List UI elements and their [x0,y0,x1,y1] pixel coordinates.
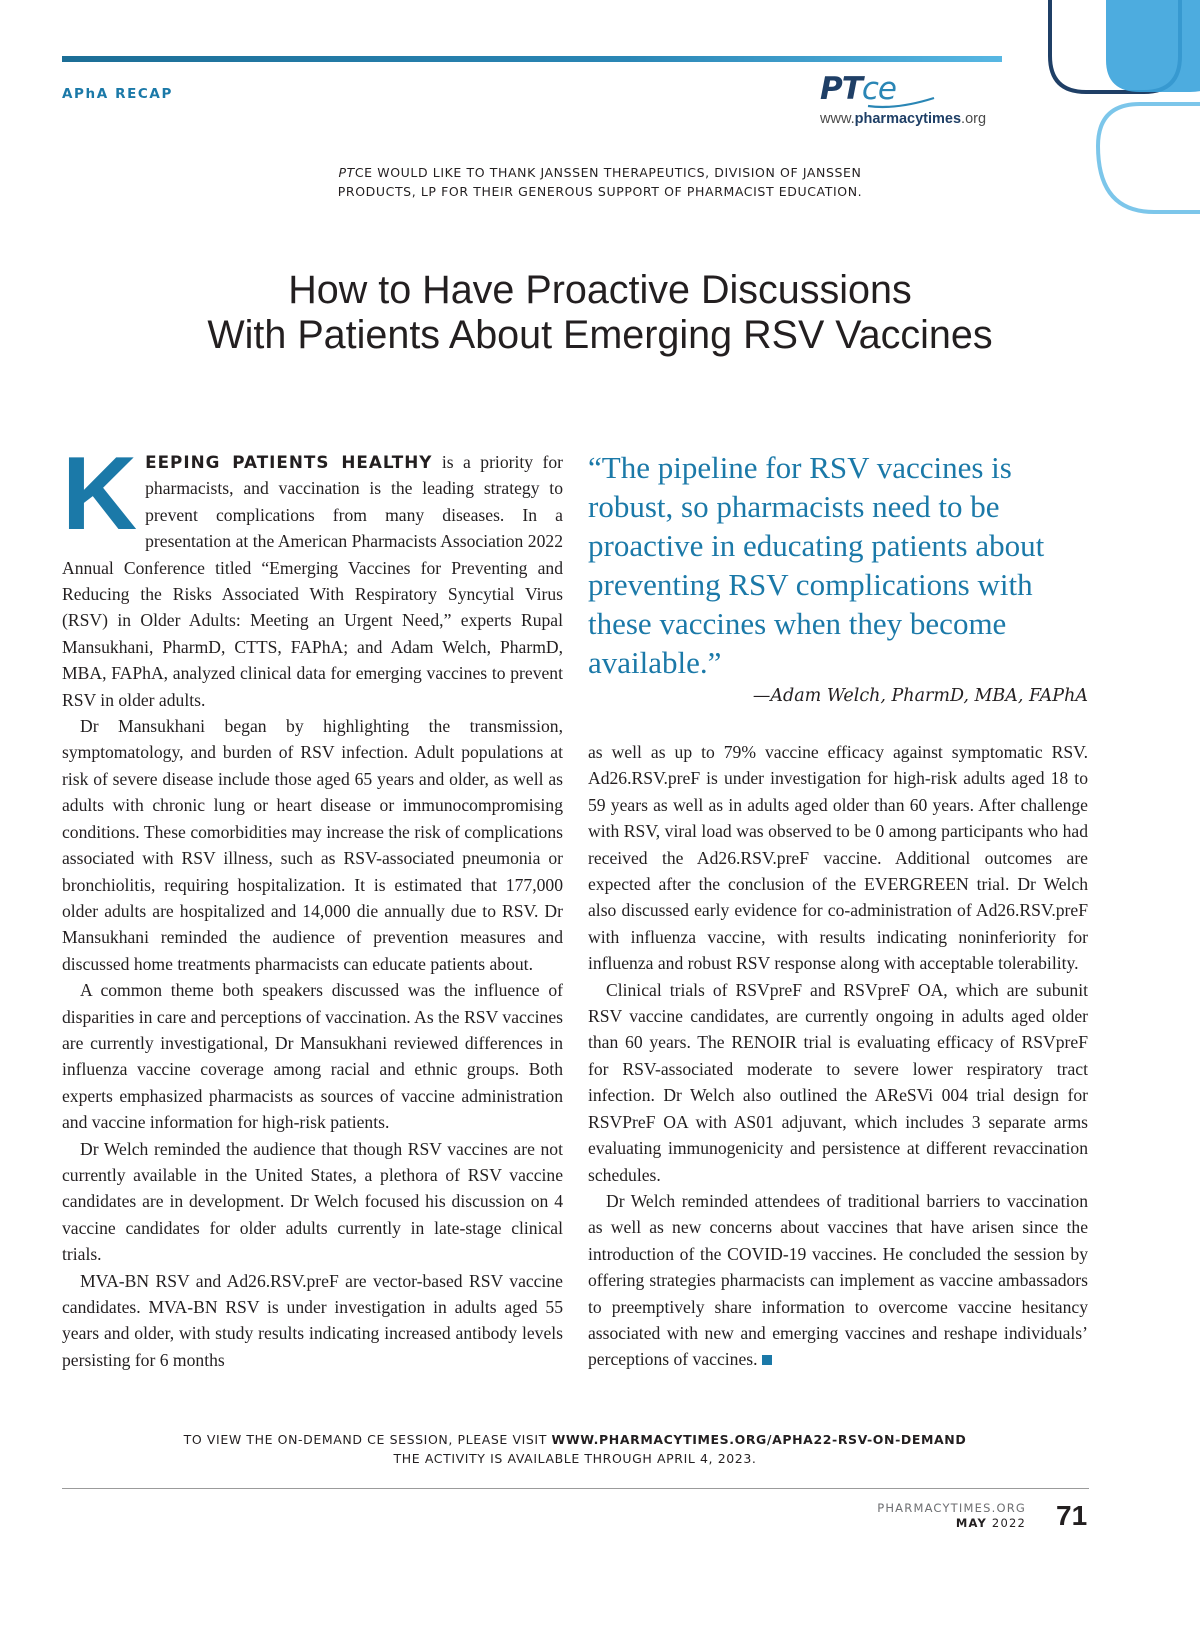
footer-date: MAY 2022 [955,1516,1026,1530]
on-demand-link[interactable]: WWW.PHARMACYTIMES.ORG/APHA22-RSV-ON-DEMAND [551,1432,967,1447]
paragraph: KEEPING PATIENTS HEALTHY is a priority for pharmacists, and vaccination is the leading strategy to prevent complications from many diseases. In a presentation at the American Pharmacists Association 2022 Annual Conference titled “Emerging Vaccines for Preventing and Reducing the Risks Associated With Respiratory Syncytial Virus (RSV) in Older Adults: Meeting an Urgent Need,” experts Rupal Mansukhani, PharmD, CTTS, FAPhA; and Adam Welch, PharmD, MBA, FAPhA, analyzed clinical data for emerging vaccines to prevent RSV in older adults. [62,436,563,710]
sponsor-acknowledgement: PTCE WOULD LIKE TO THANK JANSSEN THERAPEUTICS, DIVISION OF JANSSEN PRODUCTS, LP FOR THEIR GENEROUS SUPPORT OF PHARMACIST EDUCATION. [337,165,863,199]
paragraph: MVA-BN RSV and Ad26.RSV.preF are vector-based RSV vaccine candidates. MVA-BN RSV is under investigation in adults aged 55 years and older, with study results indicating increased antibody levels persisting for 6 months [62,1270,563,1370]
footer-site: PHARMACYTIMES.ORG [877,1501,1026,1515]
paragraph: Dr Mansukhani began by highlighting the transmission, symptomatology, and burden of RSV infection. Adult populations at risk of severe disease include those aged 65 years and older, as well as adults with chronic lung or heart disease or immunocompromising conditions. These comorbidities may increase the risk of complications associated with RSV illness, such as RSV-associated pneumonia or bronchiolitis, requiring hospitalization. It is estimated that 177,000 older adults are hospitalized and 14,000 die annually due to RSV. Dr Mansukhani reminded the audience of prevention measures and discussed home treatments pharmacists can educate patients about. [62,716,563,974]
ptce-logo[interactable] [820,71,1030,127]
on-demand-notice: TO VIEW THE ON-DEMAND CE SESSION, PLEASE VISIT WWW.PHARMACYTIMES.ORG/APHA22-RSV-ON-DEMAND THE ACTIVITY IS AVAILABLE THROUGH APRIL 4, 2023. [183,1432,967,1466]
footer-rule [62,1488,1089,1489]
paragraph: as well as up to 79% vaccine efficacy against symptomatic RSV. Ad26.RSV.preF is under investigation for high-risk adults aged 18 to 59 years as well as in adults aged older than 60 years. After challenge with RSV, viral load was observed to be 0 among participants who had received the Ad26.RSV.preF vaccine. Additional outcomes are expected after the conclusion of the EVERGREEN trial. Dr Welch also discussed early evidence for co-administration of Ad26.RSV.preF with influenza vaccine, with results indicating noninferiority for influenza and robust RSV response along with acceptable tolerability. [588,742,1088,974]
article-column-left [62,436,563,1373]
drop-cap: K [62,436,138,552]
paragraph: A common theme both speakers discussed was the influence of disparities in care and perceptions of vaccination. As the RSV vaccines are currently investigational, Dr Mansukhani reviewed differences in influenza vaccine coverage among racial and ethnic groups. Both experts emphasized pharmacists as sources of vaccine administration and vaccine information for high-risk patients. [62,980,563,1133]
article-column-right [588,739,1088,1373]
paragraph: Dr Welch reminded attendees of traditional barriers to vaccination as well as new concerns about vaccines that have arisen since the introduction of the COVID-19 vaccines. He concluded the session by offering strategies pharmacists can implement as vaccine ambassadors to preemptively share information to overcome vaccine hesitancy associated with new and emerging vaccines and reshape individuals’ perceptions of vaccines. [588,1190,1088,1370]
pull-quote-attribution: —Adam Welch, PharmD, MBA, FAPhA [752,686,1088,706]
end-mark-icon [762,1355,772,1365]
swoosh-icon [866,96,936,110]
lead-in: EEPING PATIENTS HEALTHY [145,452,433,472]
header-rule [62,56,1002,62]
logo-wordmark: PTce [820,71,896,107]
logo-url: www.pharmacytimes.org [820,111,987,127]
pull-quote: “The pipeline for RSV vaccines is robust, so pharmacists need to be proactive in educating patients about preventing RSV complications with these vaccines when they become available.” [588,450,1045,680]
article-title: How to Have Proactive Discussions With Patients About Emerging RSV Vaccines [207,268,993,357]
page-number: 71 [1056,1500,1088,1531]
paragraph: Clinical trials of RSVpreF and RSVpreF OA, which are subunit RSV vaccine candidates, are currently ongoing in adults aged older than 60 years. The RENOIR trial is evaluating efficacy of RSVpreF for RSV-associated moderate to severe lower respiratory tract infection. Dr Welch also outlined the AReSVi 004 trial design for RSVPreF OA with AS01 adjuvant, which includes 3 separate arms evaluating immunogenicity and persistence at different revaccination schedules. [588,979,1088,1185]
section-label: APhA RECAP [62,86,173,102]
paragraph: Dr Welch reminded the audience that though RSV vaccines are not currently available in the United States, a plethora of RSV vaccine candidates are in development. Dr Welch focused his discussion on 4 vaccine candidates for older adults currently in late-stage clinical trials. [62,1138,563,1265]
